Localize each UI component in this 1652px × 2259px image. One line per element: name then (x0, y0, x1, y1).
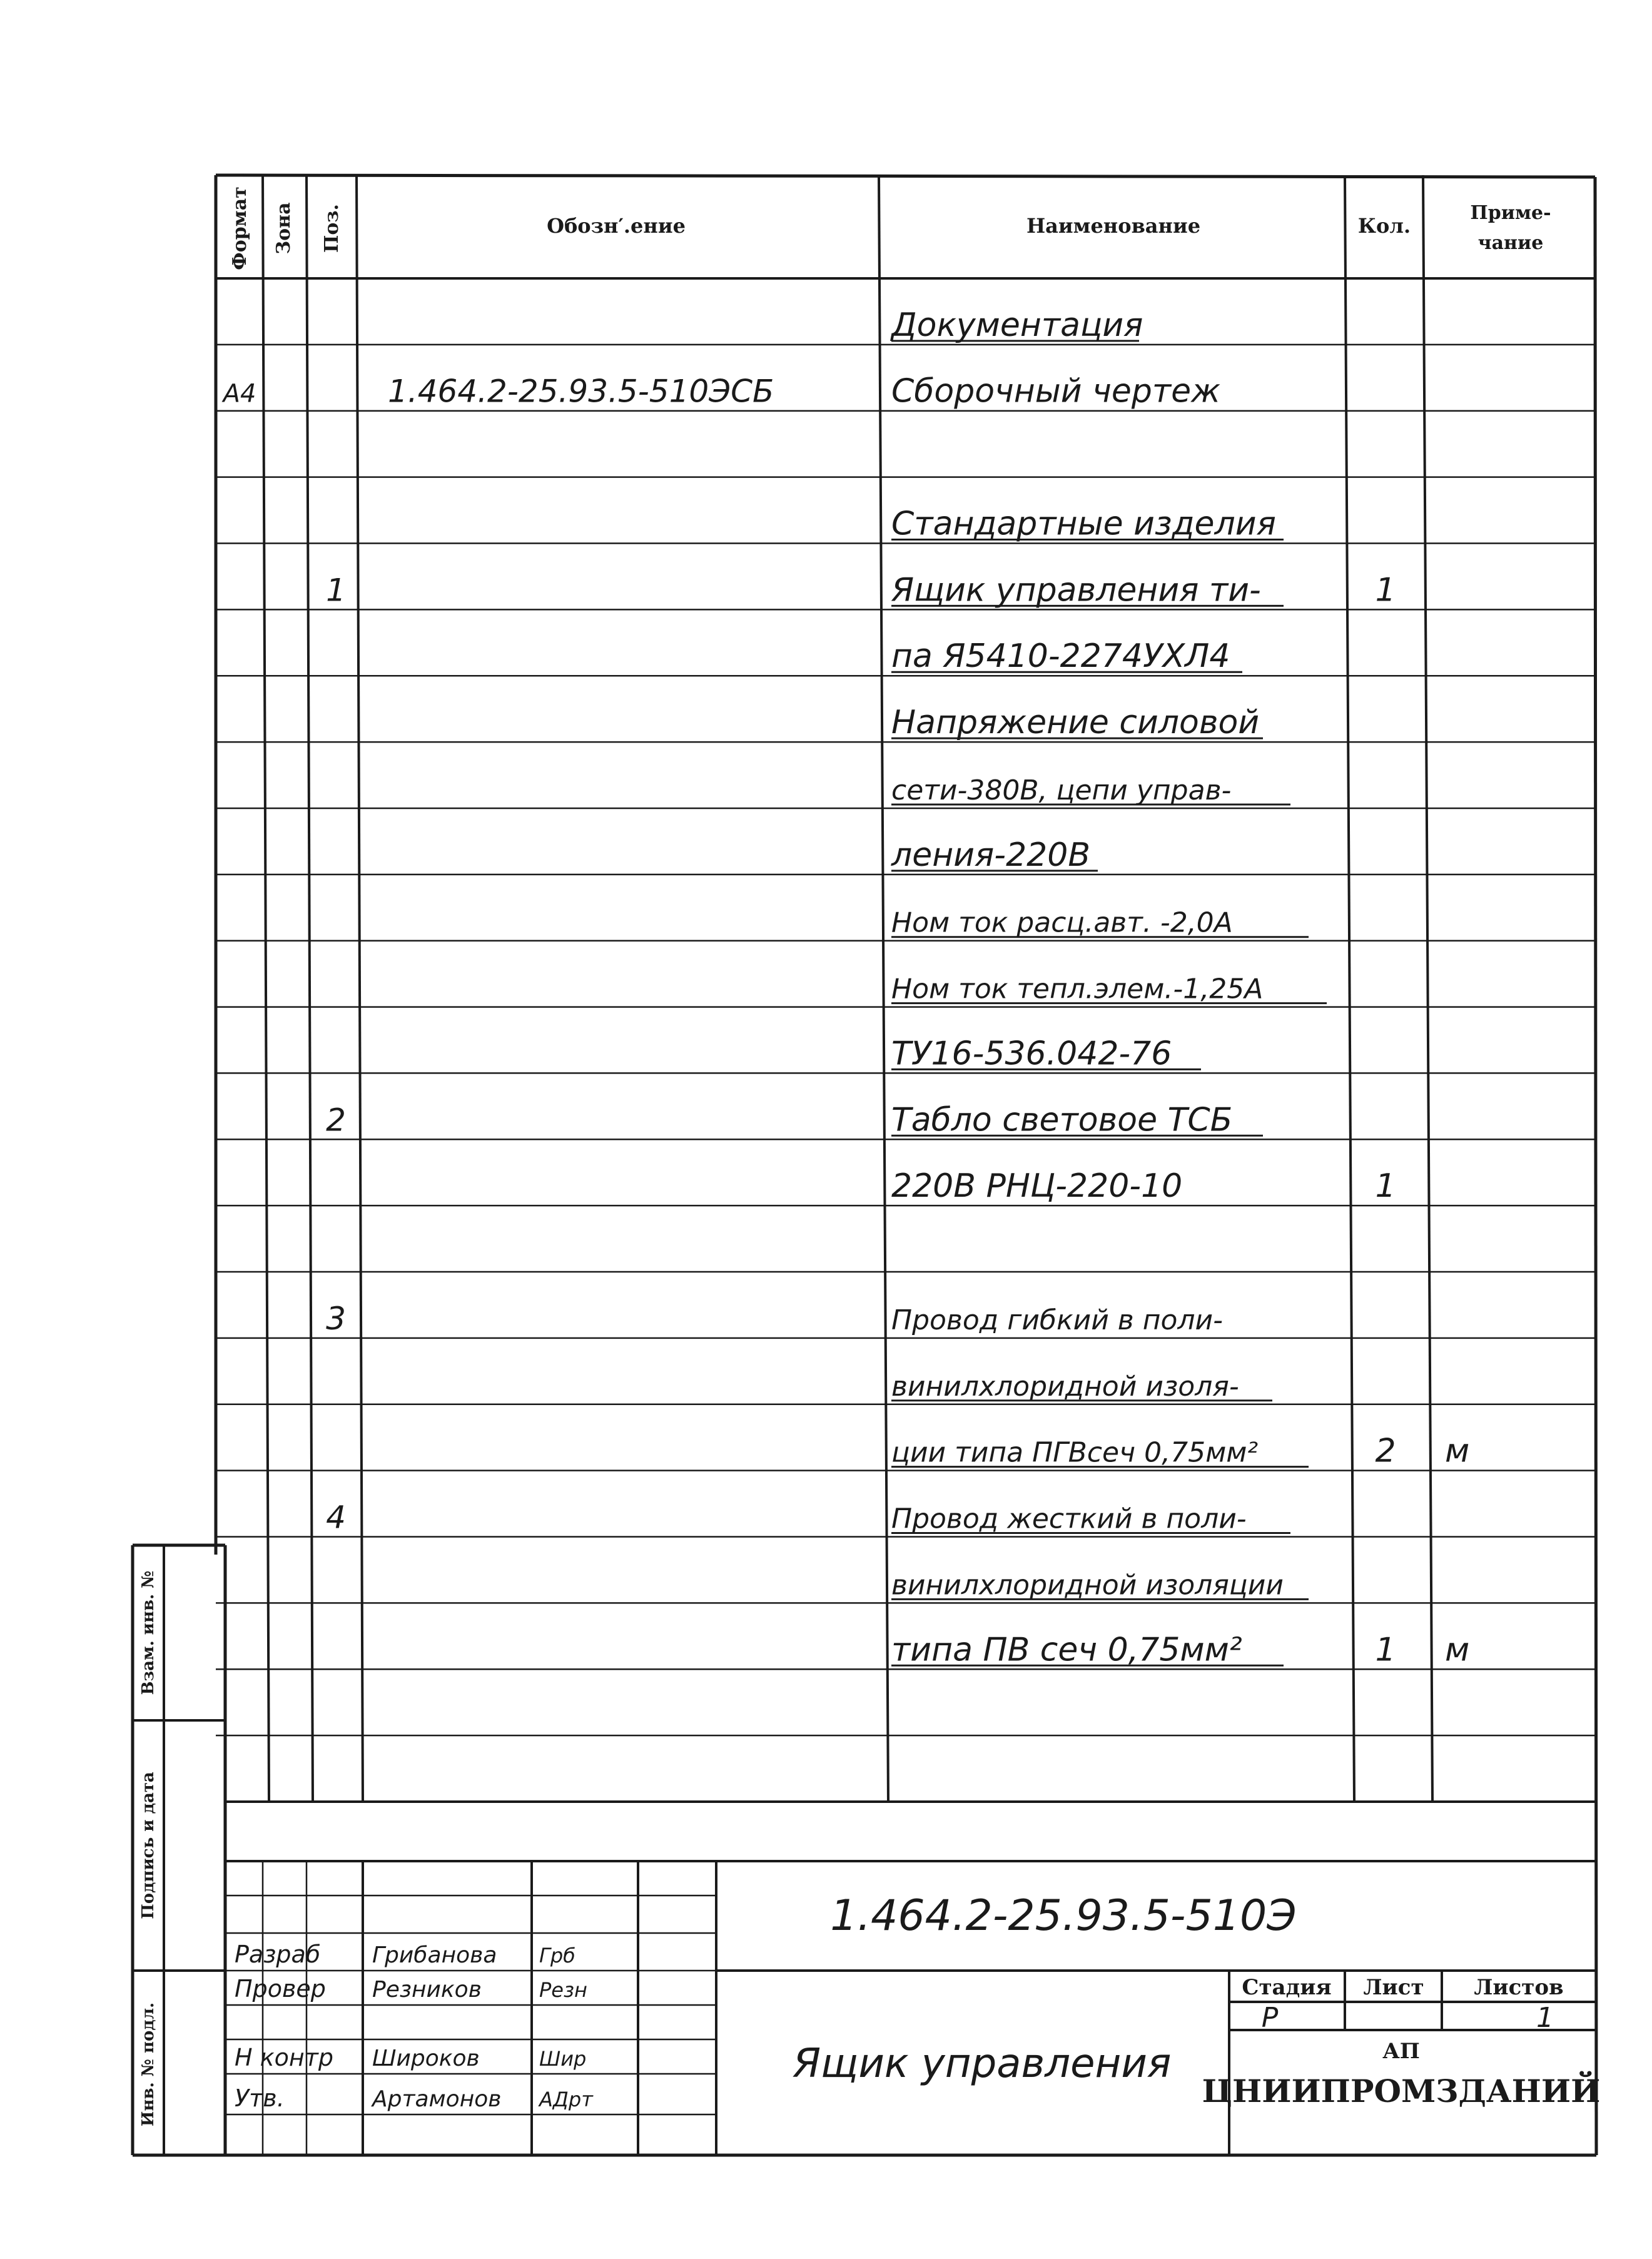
signer-role: Н контр (235, 2044, 333, 2071)
table-row (326, 1301, 1223, 1337)
table-row (891, 704, 1263, 741)
row-qty: 1 (1375, 1167, 1396, 1206)
stage-label: Стадия (1242, 1975, 1332, 2000)
signer-role: Провер (235, 1975, 326, 2003)
header-note-line2: чание (1477, 232, 1544, 254)
row-note: м (1445, 1631, 1470, 1669)
table-row (891, 1035, 1201, 1072)
table-row (891, 505, 1284, 542)
row-name: винилхлоридной изоля- (891, 1370, 1239, 1403)
signer-surname: Резников (372, 1977, 482, 2003)
table-row (891, 1433, 1469, 1470)
inv-orig-label: Инв. № подл. (139, 2002, 158, 2127)
row-pos: 2 (326, 1102, 346, 1139)
sheets-value: 1 (1536, 2002, 1554, 2034)
row-note: м (1445, 1432, 1470, 1470)
table-row (891, 1569, 1309, 1601)
table-row (891, 907, 1309, 939)
row-pos: 3 (326, 1300, 346, 1337)
signer-surname: Грибанова (372, 1942, 497, 1968)
table-row (326, 1500, 1290, 1536)
row-qty: 1 (1375, 1631, 1396, 1669)
row-name: Провод гибкий в поли- (891, 1304, 1223, 1336)
row-format: А4 (223, 379, 256, 409)
row-name: Сборочный чертеж (891, 372, 1220, 410)
row-name: типа ПВ сеч 0,75мм² (891, 1631, 1242, 1669)
header-name: Наименование (1026, 214, 1201, 238)
document-title: Ящик управления (793, 2041, 1172, 2087)
table-row (890, 307, 1143, 344)
signer-signature: Шир (539, 2047, 587, 2071)
signer-row (235, 1941, 575, 1968)
row-name: Стандартные изделия (891, 505, 1276, 543)
signer-role: Разраб (235, 1941, 321, 1968)
header-format: Формат (229, 186, 251, 270)
header-zone: Зона (273, 202, 295, 255)
row-pos: 1 (326, 572, 346, 609)
header-note-line1: Приме- (1470, 202, 1551, 224)
row-pos: 4 (326, 1499, 346, 1536)
row-name: винилхлоридной изоляции (891, 1569, 1284, 1602)
signer-surname: Артамонов (372, 2086, 502, 2112)
sheet-label: Лист (1363, 1975, 1424, 2000)
table-row (891, 774, 1290, 806)
row-name: Провод жесткий в поли- (891, 1503, 1247, 1535)
signer-role: Утв. (235, 2084, 285, 2112)
row-name: ления-220В (891, 836, 1090, 874)
row-name: Ящик управления ти- (891, 571, 1261, 609)
row-name: 220В РНЦ-220-10 (891, 1167, 1183, 1206)
table-row (891, 637, 1242, 675)
signer-signature: Грб (539, 1944, 575, 1967)
inv-dup-label: Взам. инв. № (139, 1570, 158, 1695)
row-designation: 1.464.2-25.93.5-510ЭСБ (388, 373, 774, 410)
header-pos: Поз. (321, 204, 343, 253)
sheets-label: Листов (1474, 1975, 1564, 2000)
table-row (891, 973, 1327, 1005)
title-block-signers (235, 1941, 594, 2112)
row-name: ции типа ПГВсеч 0,75мм² (891, 1436, 1259, 1469)
sheet-frame (133, 175, 1596, 2155)
org-line2: ЦНИИПРОМЗДАНИЙ (1202, 2073, 1601, 2109)
row-name: ТУ16-536.042-76 (891, 1035, 1172, 1073)
table-row (221, 373, 1221, 410)
signer-row (235, 2084, 594, 2112)
row-qty: 1 (1375, 571, 1396, 609)
row-name: Ном ток тепл.элем.-1,25А (891, 973, 1264, 1005)
header-designation: Обозн′.ение (547, 214, 686, 238)
row-name: сети-380В, цепи управ- (891, 774, 1232, 806)
spec-table-body (221, 307, 1470, 1668)
table-row (326, 571, 1396, 609)
stage-value: Р (1261, 2002, 1279, 2034)
header-qty: Кол. (1357, 214, 1411, 238)
table-row (326, 1101, 1263, 1139)
table-row (891, 1371, 1272, 1403)
row-name: Ном ток расц.авт. -2,0А (891, 906, 1233, 939)
document-code: 1.464.2-25.93.5-510Э (830, 1891, 1297, 1941)
table-row (891, 1631, 1469, 1668)
row-name: Табло световое ТСБ (891, 1101, 1233, 1139)
row-qty: 2 (1375, 1432, 1396, 1470)
row-name: Напряжение силовой (891, 704, 1260, 742)
row-name: па Я5410-2274УХЛ4 (891, 637, 1230, 676)
signer-surname: Широков (372, 2046, 480, 2071)
signer-signature: Резн (539, 1978, 587, 2002)
sign-date-label: Подпись и дата (139, 1772, 158, 1919)
org-line1: АП (1382, 2039, 1420, 2064)
table-row (891, 836, 1098, 874)
table-header (229, 186, 1551, 270)
signer-row (235, 2044, 586, 2071)
signer-row (235, 1975, 587, 2003)
row-name: Документация (891, 306, 1143, 344)
signer-signature: АДрт (539, 2088, 593, 2111)
table-row (891, 1167, 1396, 1205)
